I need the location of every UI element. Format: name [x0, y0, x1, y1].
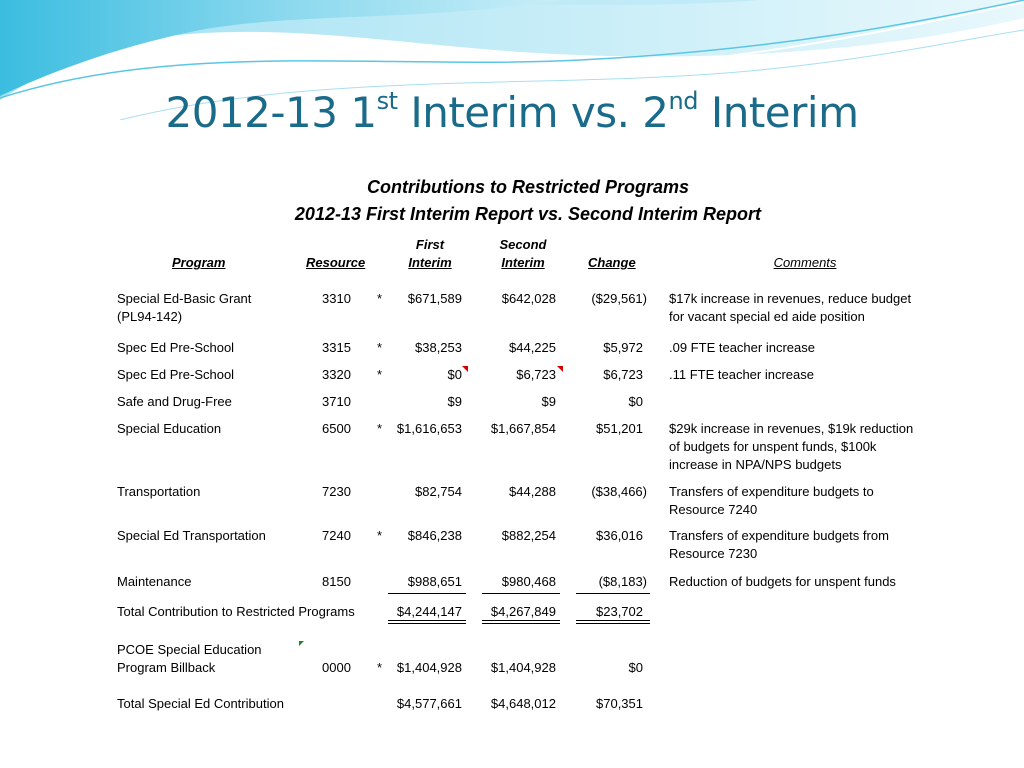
change-value: $36,016 — [596, 528, 643, 543]
comment-line: of budgets for unspent funds, $100k — [669, 439, 877, 454]
comment-line: Reduction of budgets for unspent funds — [669, 574, 896, 589]
comment-line: increase in NPA/NPS budgets — [669, 457, 842, 472]
col-header-program: Program — [172, 255, 226, 270]
col-header-comments: Comments — [773, 255, 837, 270]
program-name: PCOE Special Education — [117, 642, 262, 657]
change-value: $5,972 — [603, 340, 643, 355]
program-name: Special Ed-Basic Grant — [117, 291, 252, 306]
report-subheading: 2012-13 First Interim Report vs. Second Interim Report — [294, 204, 762, 224]
change-value: $51,201 — [596, 421, 643, 436]
comment-line: Resource 7230 — [669, 546, 758, 561]
resource-code: 3310 — [322, 291, 351, 306]
second-interim-value: $44,288 — [509, 484, 556, 499]
change-value: ($29,561) — [591, 291, 647, 306]
second-interim-value: $1,667,854 — [490, 421, 556, 436]
first-interim-value: $38,253 — [415, 340, 462, 355]
report-heading: Contributions to Restricted Programs — [366, 177, 690, 197]
grand-total-first-interim: $4,577,661 — [396, 696, 462, 711]
double-rule — [482, 620, 560, 621]
comment-line: Transfers of expenditure budgets to — [669, 484, 874, 499]
grand-total-label: Total Special Ed Contribution — [117, 696, 284, 711]
comment-line: $29k increase in revenues, $19k reduction — [669, 421, 914, 436]
first-interim-value: $1,616,653 — [396, 421, 462, 436]
total-first-interim: $4,244,147 — [396, 604, 462, 619]
first-interim-value: $82,754 — [415, 484, 462, 499]
program-name: Maintenance — [117, 574, 192, 589]
col-header-first-top: First — [415, 237, 445, 252]
total-change: $23,702 — [596, 604, 643, 619]
resource-code: 0000 — [322, 660, 351, 675]
resource-code: 3315 — [322, 340, 351, 355]
comment-indicator-icon — [299, 641, 304, 646]
col-header-change: Change — [588, 255, 636, 270]
program-name: Special Ed Transportation — [117, 528, 266, 543]
first-interim-value: $846,238 — [407, 528, 462, 543]
change-value: $6,723 — [603, 367, 643, 382]
asterisk-flag: * — [377, 367, 383, 382]
subtotal-rule — [482, 593, 560, 594]
asterisk-flag: * — [377, 291, 383, 306]
second-interim-value: $642,028 — [501, 291, 556, 306]
second-interim-value: $882,254 — [501, 528, 556, 543]
col-header-second-top: Second — [499, 237, 547, 252]
second-interim-value: $980,468 — [501, 574, 556, 589]
comment-line: for vacant special ed aide position — [669, 309, 865, 324]
double-rule — [388, 620, 466, 621]
col-header-first-bottom: Interim — [408, 255, 452, 270]
col-header-resource: Resource — [306, 255, 366, 270]
program-name: Transportation — [117, 484, 201, 499]
first-interim-value: $9 — [447, 394, 462, 409]
grand-total-second-interim: $4,648,012 — [490, 696, 556, 711]
second-interim-value: $6,723 — [516, 367, 556, 382]
program-name: Safe and Drug-Free — [117, 394, 232, 409]
first-interim-value: $671,589 — [407, 291, 462, 306]
second-interim-value: $44,225 — [509, 340, 556, 355]
first-interim-value: $0 — [447, 367, 462, 382]
first-interim-value: $988,651 — [407, 574, 462, 589]
program-name-cont: (PL94-142) — [117, 309, 183, 324]
slide-title: 2012-13 1st Interim vs. 2nd Interim — [165, 87, 859, 137]
comment-line: .09 FTE teacher increase — [669, 340, 815, 355]
double-rule — [388, 623, 466, 624]
double-rule — [482, 623, 560, 624]
comment-indicator-icon — [462, 366, 468, 372]
comment-line: $17k increase in revenues, reduce budget — [669, 291, 912, 306]
resource-code: 3320 — [322, 367, 351, 382]
total-second-interim: $4,267,849 — [490, 604, 556, 619]
resource-code: 3710 — [322, 394, 351, 409]
asterisk-flag: * — [377, 660, 383, 675]
total-label: Total Contribution to Restricted Programs — [117, 604, 355, 619]
subtotal-rule — [576, 593, 650, 594]
change-value: ($8,183) — [598, 574, 647, 589]
comment-line: Transfers of expenditure budgets from — [669, 528, 889, 543]
program-name-cont: Program Billback — [117, 660, 216, 675]
subtotal-rule — [388, 593, 466, 594]
second-interim-value: $9 — [541, 394, 556, 409]
resource-code: 7230 — [322, 484, 351, 499]
resource-code: 8150 — [322, 574, 351, 589]
change-value: $0 — [628, 660, 643, 675]
program-name: Special Education — [117, 421, 222, 436]
resource-code: 6500 — [322, 421, 351, 436]
resource-code: 7240 — [322, 528, 351, 543]
second-interim-value: $1,404,928 — [490, 660, 556, 675]
comment-line: .11 FTE teacher increase — [669, 367, 814, 382]
asterisk-flag: * — [377, 528, 383, 543]
grand-total-change: $70,351 — [596, 696, 643, 711]
program-name: Spec Ed Pre-School — [117, 367, 235, 382]
comment-line: Resource 7240 — [669, 502, 758, 517]
double-rule — [576, 620, 650, 621]
double-rule — [576, 623, 650, 624]
program-name: Spec Ed Pre-School — [117, 340, 235, 355]
col-header-second-bottom: Interim — [501, 255, 545, 270]
change-value: $0 — [628, 394, 643, 409]
change-value: ($38,466) — [591, 484, 647, 499]
asterisk-flag: * — [377, 340, 383, 355]
asterisk-flag: * — [377, 421, 383, 436]
first-interim-value: $1,404,928 — [396, 660, 462, 675]
